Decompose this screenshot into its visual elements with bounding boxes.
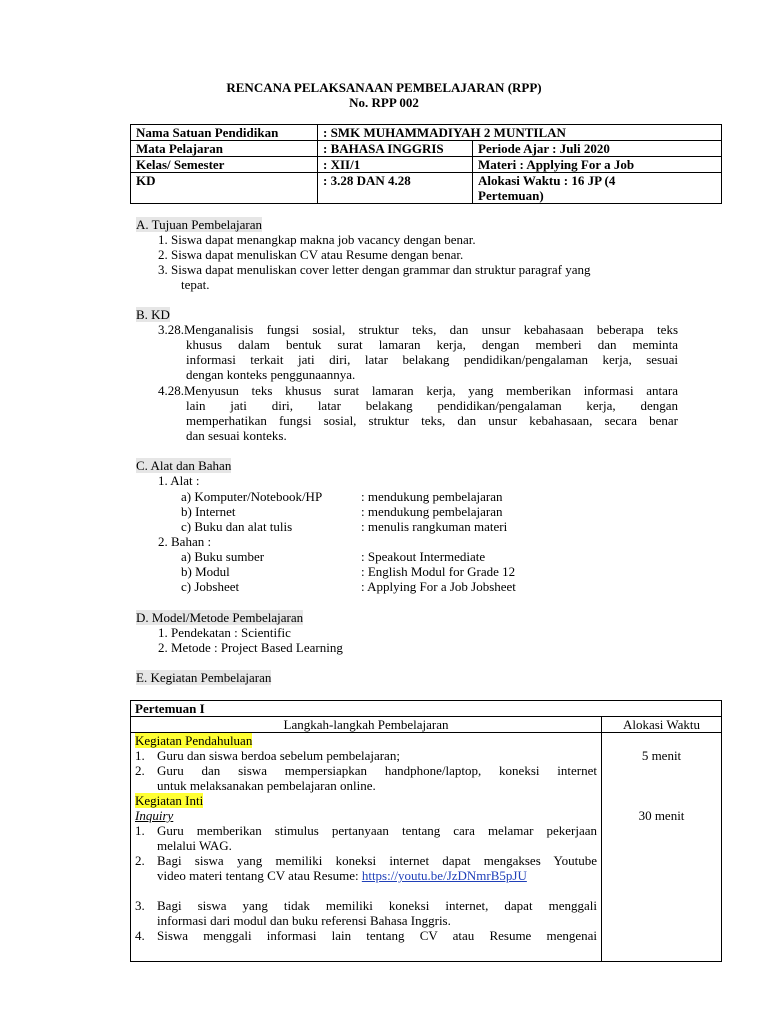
col-header-time: Alokasi Waktu bbox=[602, 717, 722, 733]
info-period: Periode Ajar : Juli 2020 bbox=[473, 141, 722, 157]
kd-3-28-line2: khusus dalam bentuk surat lamaran kerja, dengan memberi dan meminta bbox=[186, 337, 678, 352]
core-step-4: 4. Siswa menggali informasi lain tentang CV atau Resume mengenai bbox=[135, 928, 597, 943]
section-e-heading: E. Kegiatan Pembelajaran bbox=[136, 670, 272, 685]
core-heading: Kegiatan Inti bbox=[135, 793, 204, 808]
document-number: No. RPP 002 bbox=[349, 95, 419, 110]
alat-desc: : mendukung pembelajaran bbox=[361, 504, 503, 519]
bahan-desc: : Speakout Intermediate bbox=[361, 549, 486, 564]
col-header-steps: Langkah-langkah Pembelajaran bbox=[131, 717, 602, 733]
info-value-class: : XII/1 bbox=[318, 157, 473, 173]
info-value-kd: : 3.28 DAN 4.28 bbox=[318, 173, 473, 204]
time-opening: 5 menit bbox=[641, 748, 682, 763]
alat-desc: : mendukung pembelajaran bbox=[361, 489, 503, 504]
bahan-item: c) Jobsheet bbox=[181, 579, 240, 594]
alat-desc: : menulis rangkuman materi bbox=[361, 519, 508, 534]
section-d-heading: D. Model/Metode Pembelajaran bbox=[136, 610, 304, 625]
info-material: Materi : Applying For a Job bbox=[473, 157, 722, 173]
bahan-label: 2. Bahan : bbox=[158, 534, 212, 549]
section-b-heading: B. KD bbox=[136, 307, 170, 322]
core-step-1: 1. Guru memberikan stimulus pertanyaan tentang cara melamar pekerjaan melalui WAG. bbox=[135, 823, 597, 853]
core-step-2: 2. Bagi siswa yang memiliki koneksi internet dapat mengakses Youtube video materi tentang CV atau Resume: https://youtu.be/JzDNmrB5pJU bbox=[135, 853, 597, 883]
goal-item-1: 1. Siswa dapat menangkap makna job vacancy dengan benar. bbox=[158, 232, 476, 247]
info-value-school: : SMK MUHAMMADIYAH 2 MUNTILAN bbox=[318, 125, 722, 141]
opening-step-1: 1. Guru dan siswa berdoa sebelum pembelajaran; bbox=[135, 748, 400, 763]
inquiry-label: Inquiry bbox=[135, 808, 174, 823]
kd-3-28-line1: 3.28.Menganalisis fungsi sosial, struktur teks, dan unsur kebahasaan beberapa teks bbox=[158, 322, 678, 337]
info-label-class: Kelas/ Semester bbox=[131, 157, 318, 173]
kd-3-28-line4: dengan konteks penggunaannya. bbox=[186, 367, 356, 382]
kd-4-28-line4: dan sesuai konteks. bbox=[186, 428, 287, 443]
opening-step-2: 2. Guru dan siswa mempersiapkan handphone/laptop, koneksi internet untuk melaksanakan pembelajaran online. bbox=[135, 763, 597, 793]
info-label-school: Nama Satuan Pendidikan bbox=[131, 125, 318, 141]
alat-item: c) Buku dan alat tulis bbox=[181, 519, 293, 534]
info-allocation-line1: Alokasi Waktu : 16 JP (4 bbox=[478, 173, 616, 188]
kd-4-28-line3: memperhatikan fungsi sosial, struktur teks, dan unsur kebahasaan, secara benar bbox=[186, 413, 678, 428]
kd-3-28-line3: informasi terkait jati diri, latar belakang pendidikan/pengalaman kerja, sesuai bbox=[186, 352, 678, 367]
bahan-item: a) Buku sumber bbox=[181, 549, 265, 564]
document-title: RENCANA PELAKSANAAN PEMBELAJARAN (RPP) bbox=[226, 80, 542, 95]
alat-item: a) Komputer/Notebook/HP bbox=[181, 489, 323, 504]
info-allocation-line2: Pertemuan) bbox=[478, 188, 544, 203]
activities-table bbox=[130, 700, 722, 962]
goal-item-3: 3. Siswa dapat menuliskan cover letter dengan grammar dan struktur paragraf yang bbox=[158, 262, 591, 277]
core-step-3: 3. Bagi siswa yang tidak memiliki koneksi internet, dapat menggali informasi dari modul dan buku referensi Bahasa Inggris. bbox=[135, 898, 597, 928]
opening-heading: Kegiatan Pendahuluan bbox=[135, 733, 253, 748]
kd-4-28-line2: lain jati diri, latar belakang pendidikan/pengalaman kerja, dengan bbox=[186, 398, 678, 413]
info-table bbox=[130, 124, 722, 204]
bahan-item: b) Modul bbox=[181, 564, 230, 579]
youtube-link[interactable]: https://youtu.be/JzDNmrB5pJU bbox=[361, 868, 527, 883]
goal-item-2: 2. Siswa dapat menuliskan CV atau Resume dengan benar. bbox=[158, 247, 464, 262]
section-a-heading: A. Tujuan Pembelajaran bbox=[136, 217, 263, 232]
info-label-kd: KD bbox=[131, 173, 318, 204]
goal-item-3-cont: tepat. bbox=[181, 277, 210, 292]
method-item-1: 1. Pendekatan : Scientific bbox=[158, 625, 291, 640]
bahan-desc: : Applying For a Job Jobsheet bbox=[361, 579, 516, 594]
meeting-title: Pertemuan I bbox=[131, 701, 722, 717]
steps-cell bbox=[131, 733, 602, 962]
time-cell bbox=[602, 733, 722, 962]
alat-item: b) Internet bbox=[181, 504, 236, 519]
kd-4-28-line1: 4.28.Menyusun teks khusus surat lamaran kerja, yang memberikan informasi antara bbox=[158, 383, 678, 398]
method-item-2: 2. Metode : Project Based Learning bbox=[158, 640, 343, 655]
alat-label: 1. Alat : bbox=[158, 473, 200, 488]
info-allocation bbox=[473, 173, 722, 204]
bahan-desc: : English Modul for Grade 12 bbox=[361, 564, 516, 579]
info-label-subject: Mata Pelajaran bbox=[131, 141, 318, 157]
time-core: 30 menit bbox=[638, 808, 685, 823]
section-c-heading: C. Alat dan Bahan bbox=[136, 458, 232, 473]
info-value-subject: : BAHASA INGGRIS bbox=[318, 141, 473, 157]
